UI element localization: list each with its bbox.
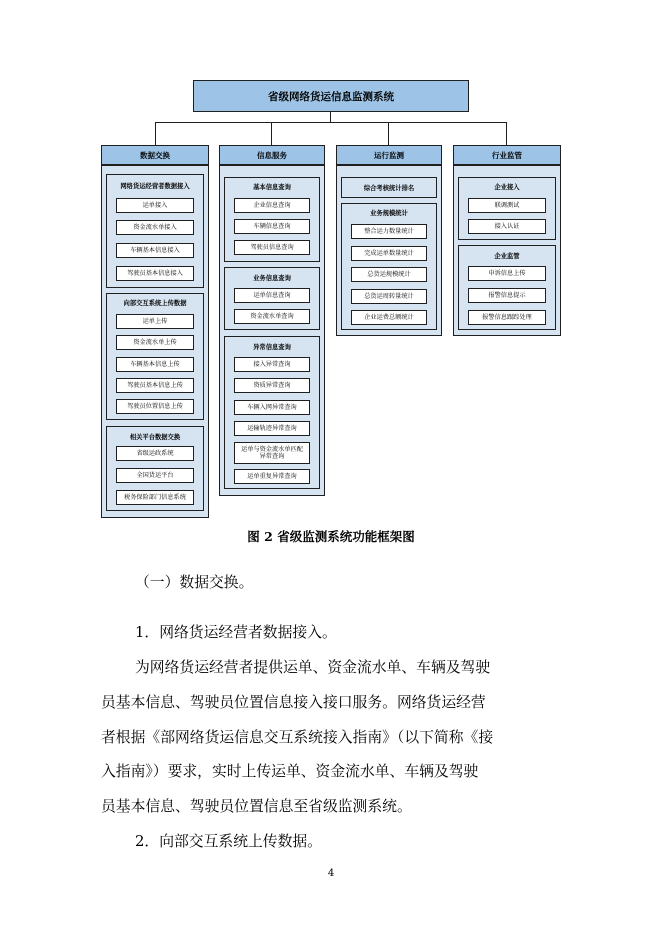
connector: [155, 122, 507, 123]
item-box: 资金流水单查询: [234, 309, 310, 324]
item-box: 车辆信息查询: [234, 219, 310, 234]
item-box: 车辆入网异常查询: [234, 400, 310, 415]
column-header-operation-monitoring: 运行监测: [336, 145, 442, 165]
paragraph-line: 员基本信息、驾驶员位置信息接入接口服务。网络货运经营: [101, 694, 486, 711]
group-title: 网络货运经营者数据接入: [120, 182, 190, 190]
item-box: 全国货运平台: [116, 468, 194, 483]
item-box: 驾驶员基本信息上传: [116, 378, 194, 393]
paragraph-line: 员基本信息、驾驶员位置信息至省级监测系统。: [101, 798, 412, 815]
group-title: 向部交互系统上传数据: [123, 299, 187, 307]
item-box: 整合运力数量统计: [351, 224, 427, 239]
connector: [506, 122, 507, 145]
item-box: 车辆基本信息上传: [116, 357, 194, 372]
group-title: 业务规模统计: [370, 209, 408, 217]
item-box: 申诉信息上传: [468, 266, 546, 281]
item-box: 接入异常查询: [234, 357, 310, 372]
item-box: 企业运费总额统计: [351, 310, 427, 325]
item-box: 总货运周转量统计: [351, 289, 427, 304]
item-box: 运单重复异常查询: [234, 469, 310, 484]
connector: [271, 122, 272, 145]
column-header-data-exchange: 数据交换: [101, 145, 209, 165]
item-box: 驾驶员信息查询: [234, 240, 310, 255]
item-box: 驾驶员基本信息接入: [116, 266, 194, 281]
item-box: 运单与资金流水单匹配异常查询: [234, 442, 310, 464]
item-box: 运单信息查询: [234, 288, 310, 303]
item-box: 完成运单数量统计: [351, 246, 427, 261]
connector: [155, 122, 156, 145]
item-box: 资金流水单接入: [116, 220, 194, 235]
group-title: 相关平台数据交换: [129, 433, 181, 441]
item-box: 资质异常查询: [234, 378, 310, 393]
item-box: 资金流水单上传: [116, 335, 194, 350]
figure-caption: 图 2 省级监测系统功能框架图: [247, 529, 415, 544]
column-header-info-service: 信息服务: [219, 145, 325, 165]
item-box: 运单上传: [116, 314, 194, 329]
column-header-industry-supervision: 行业监管: [453, 145, 561, 165]
item-box: 总货运规模统计: [351, 267, 427, 282]
item-box: 报警信息跟踪处理: [468, 310, 546, 325]
item-box: 运单接入: [116, 198, 194, 213]
paragraph-line: 入指南》）要求，实时上传运单、资金流水单、车辆及驾驶: [101, 763, 479, 780]
group-title: 企业接入: [494, 183, 520, 191]
group-title: 业务信息查询: [253, 274, 291, 282]
subsection-heading: 2．向部交互系统上传数据。: [135, 833, 322, 850]
paragraph-line: 为网络货运经营者提供运单、资金流水单、车辆及驾驶: [135, 659, 491, 676]
group-title: 企业监管: [494, 252, 520, 260]
root-node: 省级网络货运信息监测系统: [193, 80, 469, 112]
group-title: 异常信息查询: [253, 343, 291, 351]
connector: [388, 122, 389, 145]
section-heading: （一）数据交换。: [135, 574, 254, 591]
item-box: 车辆基本信息接入: [116, 243, 194, 258]
item-box: 省级运政系统: [116, 446, 194, 461]
item-box: 联调测试: [468, 198, 546, 213]
subsection-heading: 1．网络货运经营者数据接入。: [135, 624, 337, 641]
item-box: 运输轨迹异常查询: [234, 421, 310, 436]
item-box: 接入认证: [468, 219, 546, 234]
item-box: 驾驶员位置信息上传: [116, 399, 194, 414]
item-box: 企业信息查询: [234, 198, 310, 213]
group-title: 基本信息查询: [253, 183, 291, 191]
paragraph-line: 者根据《部网络货运信息交互系统接入指南》（以下简称《接: [101, 729, 494, 746]
page-number: 4: [327, 868, 335, 879]
group-title: 综合考核统计排名: [341, 177, 437, 198]
item-box: 税务保险部门信息系统: [116, 490, 194, 505]
item-box: 报警信息提示: [468, 288, 546, 303]
